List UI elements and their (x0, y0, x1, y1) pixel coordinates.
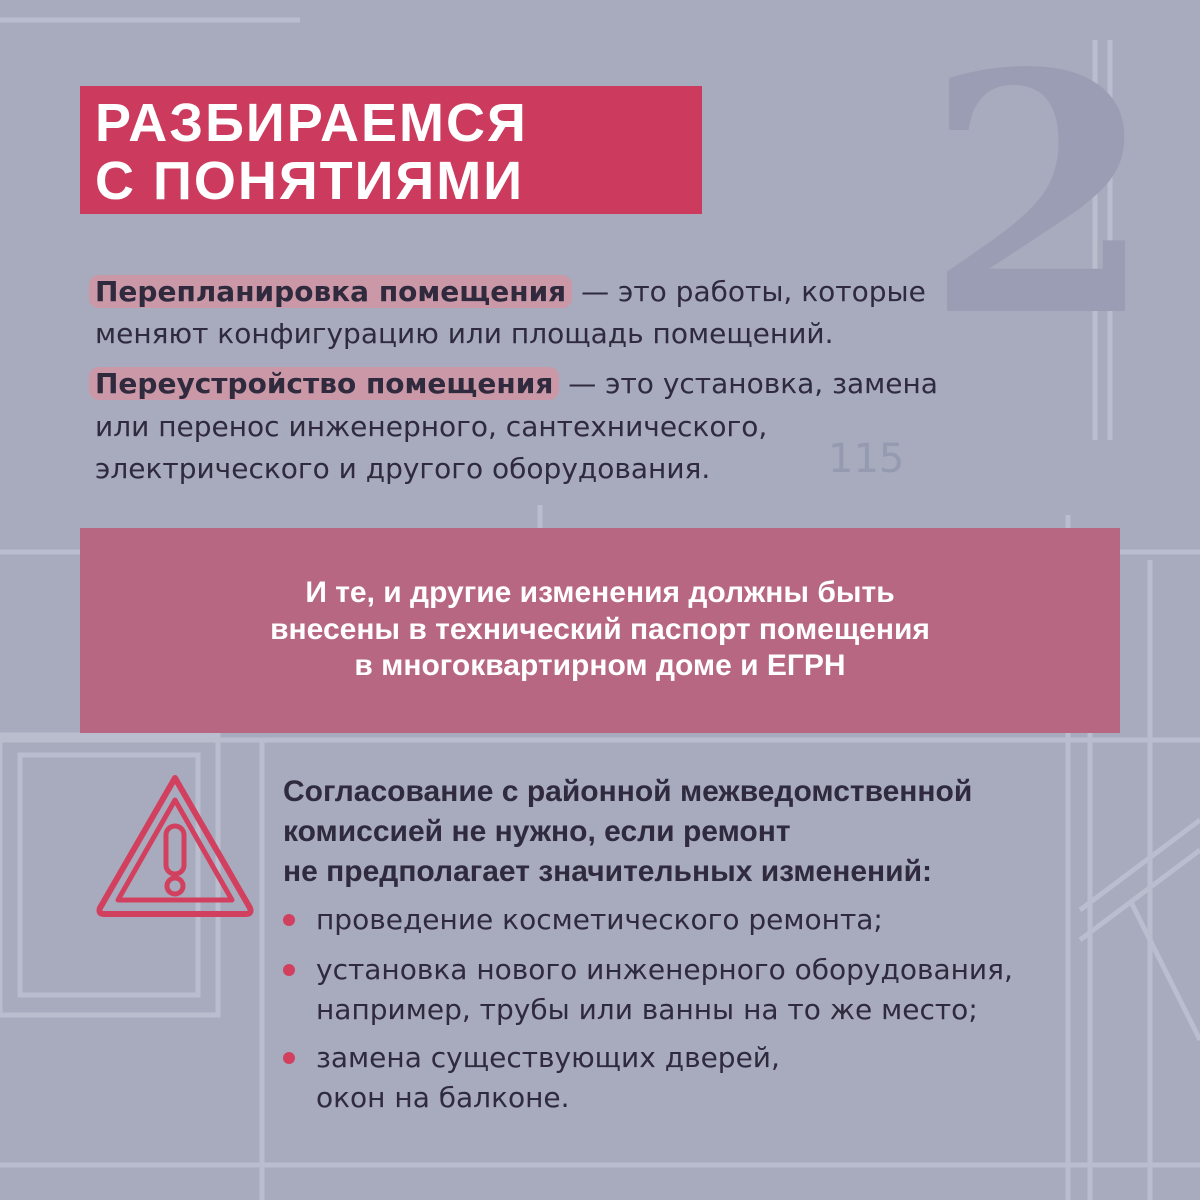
definition-reconstruction-rest: — это установка, замена (559, 367, 938, 400)
bullet-dot (283, 914, 295, 926)
definition-replanning (95, 270, 926, 314)
bullet-dot (283, 1052, 295, 1064)
bullet-item-3-line-1: замена существующих дверей, (316, 1041, 780, 1074)
warning-triangle-icon (92, 770, 258, 920)
title-line-1: РАЗБИРАЕМСЯ (95, 93, 528, 153)
term-reconstruction: Переустройство помещения (89, 367, 559, 400)
term-replanning: Перепланировка помещения (89, 275, 572, 308)
dimension-label: 115 (828, 436, 905, 482)
definition-reconstruction-line-2: или перенос инженерного, сантехнического, (95, 410, 768, 443)
title-line-2: С ПОНЯТИЯМИ (95, 151, 525, 211)
note-line-1: Согласование с районной межведомственной (283, 775, 973, 808)
callout-line-3: в многоквартирном доме и ЕГРН (354, 649, 846, 682)
bullet-item-2-line-2: например, трубы или ванны на то же место; (316, 993, 978, 1026)
background-number: 2 (925, 1, 1155, 389)
note-line-2: комиссией не нужно, если ремонт (283, 815, 791, 848)
bullet-item-2-line-1: установка нового инженерного оборудования, (316, 953, 1013, 986)
definition-replanning-line-2: меняют конфигурацию или площадь помещений. (95, 317, 834, 350)
definition-reconstruction-line-3: электрического и другого оборудования. (95, 452, 711, 485)
definition-reconstruction (95, 362, 938, 406)
note-line-3: не предполагает значительных изменений: (283, 855, 932, 888)
bullet-item-1: проведение косметического ремонта; (316, 903, 883, 936)
callout-line-2: внесены в технический паспорт помещения (270, 613, 930, 646)
callout-line-1: И те, и другие изменения должны быть (305, 576, 895, 609)
bullet-item-3-line-2: окон на балконе. (316, 1081, 570, 1114)
definition-replanning-rest: — это работы, которые (572, 275, 926, 308)
bullet-dot (283, 964, 295, 976)
